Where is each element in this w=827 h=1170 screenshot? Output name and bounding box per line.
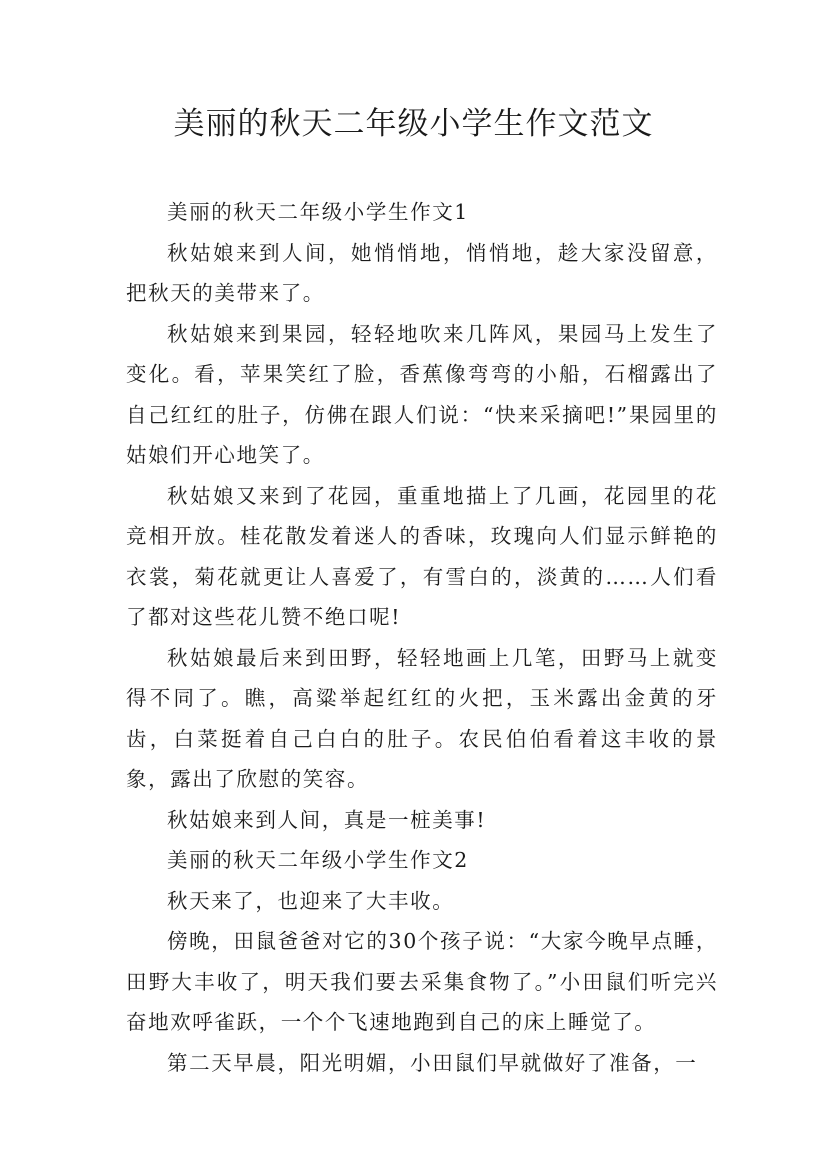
paragraph: 秋天来了，也迎来了大丰收。: [167, 888, 455, 913]
document-body: [126, 192, 718, 1083]
paragraph: 秋姑娘来到人间，真是一桩美事!: [167, 807, 487, 832]
paragraph: 秋姑娘来到人间，她悄悄地，悄悄地，趁大家没留意，把秋天的美带来了。: [126, 240, 718, 305]
paragraph: 第二天早晨，阳光明媚，小田鼠们早就做好了准备，一: [167, 1050, 698, 1075]
essay-2-heading: 美丽的秋天二年级小学生作文2: [167, 848, 469, 872]
document-title: 美丽的秋天二年级小学生作文范文: [173, 106, 654, 142]
paragraph: 秋姑娘来到果园，轻轻地吹来几阵风，果园马上发生了变化。看，苹果笑红了脸，香蕉像弯弯的小船，石榴露出了自己红红的肚子，仿佛在跟人们说：“快来采摘吧!”果园里的姑娘们开心地笑了。: [126, 321, 718, 467]
paragraph: 傍晚，田鼠爸爸对它的30个孩子说：“大家今晚早点睡，田野大丰收了，明天我们要去采集食物了。”小田鼠们听完兴奋地欢呼雀跃，一个个飞速地跑到自己的床上睡觉了。: [126, 929, 718, 1034]
paragraph: 秋姑娘又来到了花园，重重地描上了几画，花园里的花竞相开放。桂花散发着迷人的香味，玫瑰向人们显示鲜艳的衣裳，菊花就更让人喜爱了，有雪白的，淡黄的……人们看了都对这些花儿赞不绝口呢!: [126, 483, 718, 629]
essay-1-heading: 美丽的秋天二年级小学生作文1: [167, 200, 469, 224]
paragraph: 秋姑娘最后来到田野，轻轻地画上几笔，田野马上就变得不同了。瞧，高粱举起红红的火把，玉米露出金黄的牙齿，白菜挺着自己白白的肚子。农民伯伯看着这丰收的景象，露出了欣慰的笑容。: [126, 645, 718, 791]
